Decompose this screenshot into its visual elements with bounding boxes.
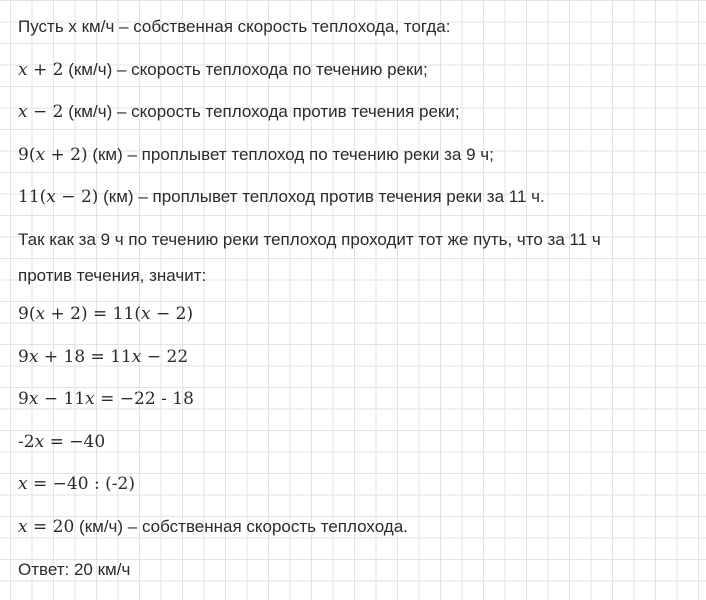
- downstream-distance-line: [18, 144, 494, 166]
- line-math: x − 2: [18, 102, 64, 122]
- expanded-equation-line: [18, 346, 188, 368]
- line-text: (км/ч) – скорость теплохода против течения реки;: [63, 102, 460, 121]
- line-text: Ответ: 20 км/ч: [18, 560, 131, 579]
- answer-line: [18, 559, 130, 581]
- line-text: против течения, значит:: [18, 266, 207, 285]
- equation-line: [18, 303, 193, 325]
- condition-line-1: [18, 229, 601, 251]
- line-text: (км) – проплывет теплоход против течения реки за 11 ч.: [98, 187, 545, 206]
- line-math: 11(x − 2): [18, 187, 99, 207]
- line-math: 9(x + 2) = 11(x − 2): [18, 304, 194, 324]
- line-math: 9x + 18 = 11x − 22: [18, 347, 189, 367]
- upstream-speed-line: [18, 101, 460, 123]
- line-math: x + 2: [18, 60, 64, 80]
- division-line: [18, 473, 135, 495]
- condition-line-2: [18, 265, 206, 287]
- line-math: 9x − 11x = −22 - 18: [18, 389, 194, 409]
- line-text: Пусть x км/ч – собственная скорость теплохода, тогда:: [18, 17, 451, 36]
- line-math: 9(x + 2): [18, 145, 88, 165]
- line-text: (км/ч) – скорость теплохода по течению реки;: [63, 60, 428, 79]
- line-text: (км) – проплывет теплоход по течению реки за 9 ч;: [87, 145, 494, 164]
- result-line: [18, 516, 408, 538]
- line-math: -2x = −40: [18, 432, 106, 452]
- line-text: (км/ч) – собственная скорость теплохода.: [74, 517, 408, 536]
- simplified-line: [18, 431, 105, 453]
- line-text: Так как за 9 ч по течению реки теплоход проходит тот же путь, что за 11 ч: [18, 230, 601, 249]
- grouped-terms-line: [18, 388, 194, 410]
- line-math: x = 20: [18, 517, 75, 537]
- downstream-speed-line: [18, 59, 428, 81]
- upstream-distance-line: [18, 186, 545, 208]
- intro-line: [18, 16, 450, 38]
- line-math: x = −40 : (-2): [18, 474, 135, 494]
